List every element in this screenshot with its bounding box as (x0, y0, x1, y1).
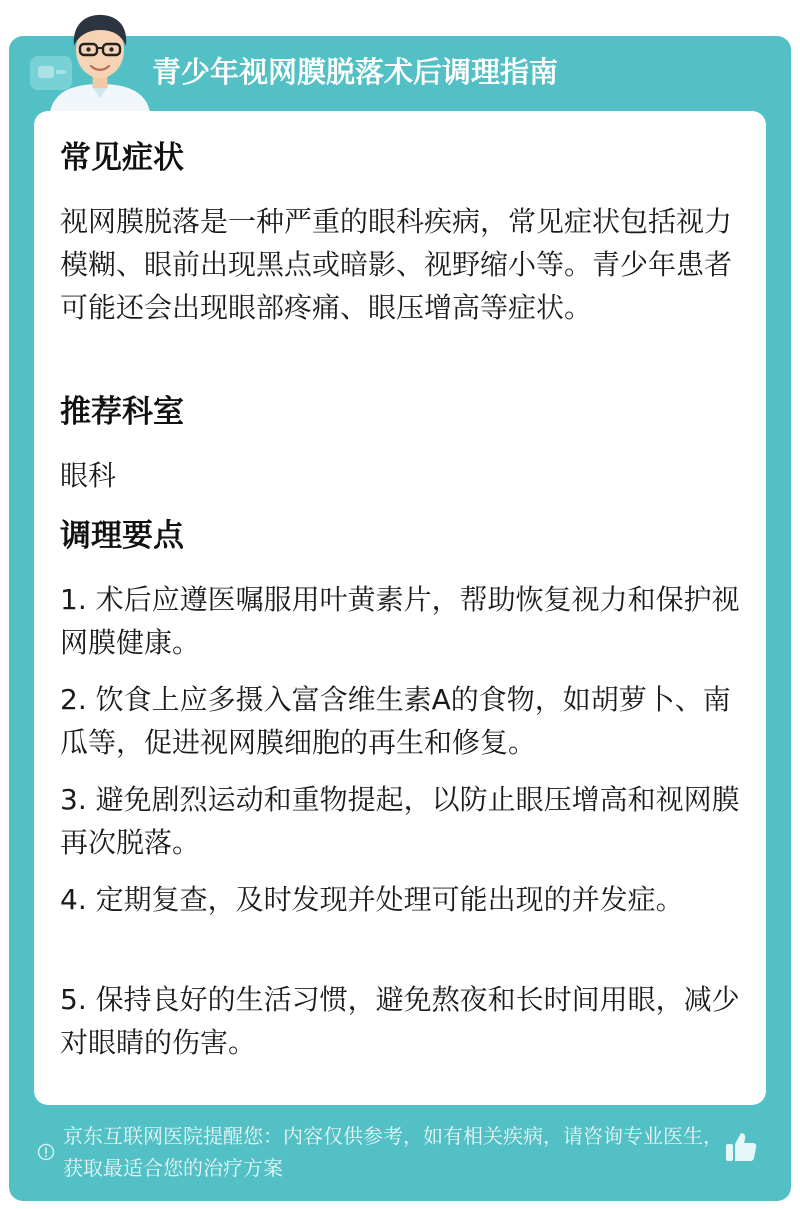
care-item-5: 5. 保持良好的生活习惯，避免熬夜和长时间用眼，减少对眼睛的伤害。 (60, 983, 740, 1059)
doctor-avatar (44, 6, 156, 112)
section-heading-department: 推荐科室 (60, 394, 184, 430)
content-card (34, 111, 766, 1105)
care-item-1: 1. 术后应遵医嘱服用叶黄素片，帮助恢复视力和保护视网膜健康。 (60, 583, 740, 659)
section-text-department: 眼科 (60, 459, 117, 492)
section-heading-symptoms: 常见症状 (60, 140, 184, 176)
care-item-3: 3. 避免剧烈运动和重物提起，以防止眼压增高和视网膜再次脱落。 (60, 783, 740, 859)
info-circle-icon (37, 1143, 55, 1161)
page-title: 青少年视网膜脱落术后调理指南 (152, 55, 559, 89)
section-heading-care: 调理要点 (60, 518, 184, 554)
footer-disclaimer: 京东互联网医院提醒您：内容仅供参考，如有相关疾病，请咨询专业医生，获取最适合您的治疗方案 (63, 1124, 723, 1180)
care-item-2: 2. 饮食上应多摄入富含维生素A的食物，如胡萝卜、南瓜等，促进视网膜细胞的再生和修复。 (60, 683, 731, 759)
care-item-4: 4. 定期复查，及时发现并处理可能出现的并发症。 (60, 883, 684, 916)
thumbs-up-icon[interactable] (724, 1130, 758, 1164)
section-text-symptoms: 视网膜脱落是一种严重的眼科疾病，常见症状包括视力模糊、眼前出现黑点或暗影、视野缩小等。青少年患者可能还会出现眼部疼痛、眼压增高等症状。 (60, 205, 733, 324)
